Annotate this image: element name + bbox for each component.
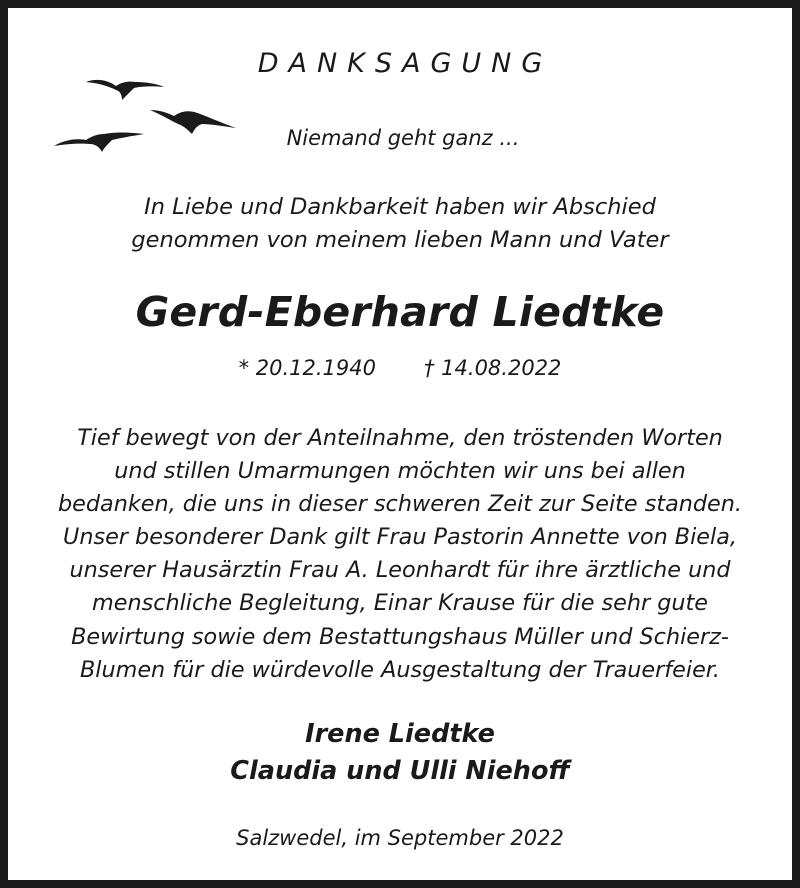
intro-line: genommen von meinem lieben Mann und Vater <box>131 227 669 253</box>
deceased-name: Gerd-Eberhard Liedtke <box>135 288 665 336</box>
heading: DANKSAGUNG <box>257 48 553 79</box>
place-and-date: Salzwedel, im September 2022 <box>236 826 564 850</box>
signer-name: Irene Liedtke <box>305 719 495 749</box>
intro-text <box>8 191 792 257</box>
thanks-text <box>8 422 792 687</box>
thanks-line: Bewirtung sowie dem Bestattungshaus Müller und Schierz- <box>71 623 729 650</box>
signer-name: Claudia und Ulli Niehoff <box>230 756 570 786</box>
birth-date: * 20.12.1940 <box>238 356 376 380</box>
life-dates <box>8 356 792 380</box>
motto: Niemand geht ganz ... <box>286 126 520 150</box>
thanks-line: Blumen für die würdevolle Ausgestaltung der Trauerfeier. <box>80 656 720 683</box>
thanks-line: menschliche Begleitung, Einar Krause für die sehr gute <box>92 590 708 617</box>
thanks-line: Tief bewegt von der Anteilnahme, den tröstenden Worten <box>77 425 723 451</box>
signers <box>8 716 792 790</box>
intro-line: In Liebe und Dankbarkeit haben wir Abschied <box>144 194 656 220</box>
thanks-line: bedanken, die uns in dieser schweren Zeit zur Seite standen. <box>58 491 742 518</box>
thanks-line: unserer Hausärztin Frau A. Leonhardt für ihre ärztliche und <box>69 557 731 584</box>
death-date: † 14.08.2022 <box>424 356 562 380</box>
thanks-line: und stillen Umarmungen möchten wir uns bei allen <box>114 458 686 485</box>
thanks-line: Unser besonderer Dank gilt Frau Pastorin Annette von Biela, <box>63 524 737 551</box>
